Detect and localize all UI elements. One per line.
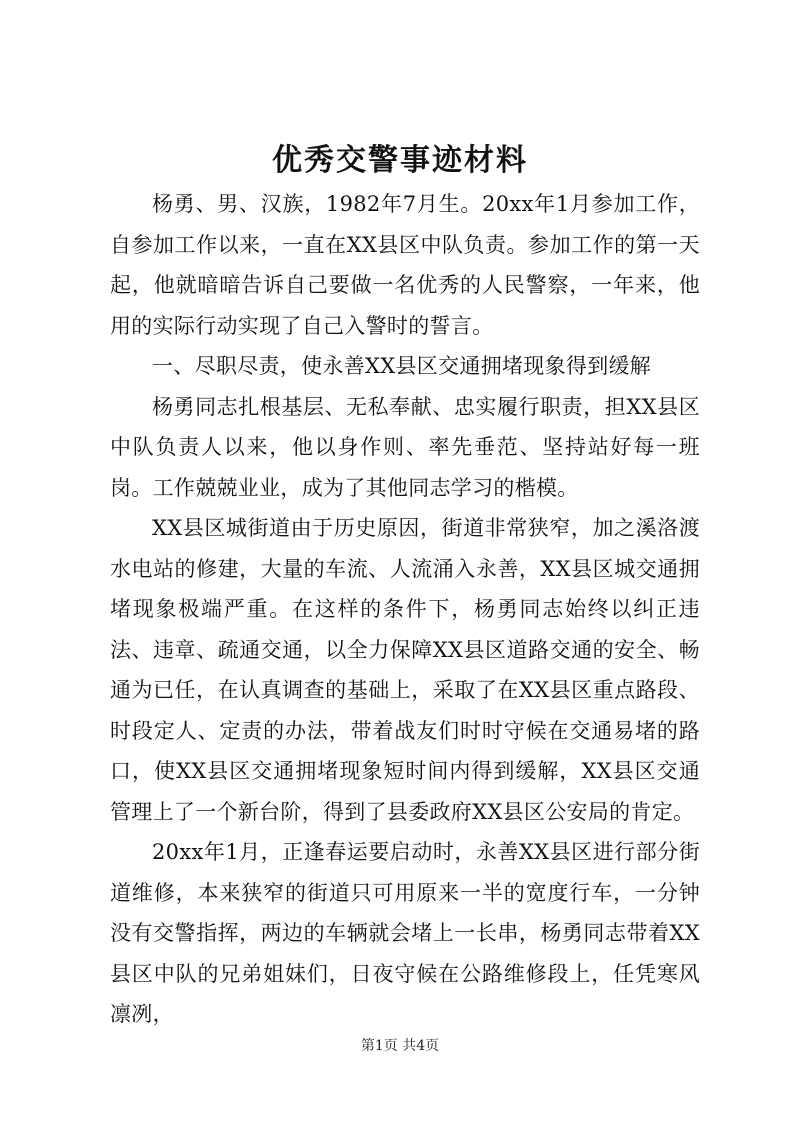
paragraph-traffic: XX县区城街道由于历史原因，街道非常狭窄，加之溪洛渡水电站的修建，大量的车流、人流涌入永善，XX县区城交通拥堵现象极端严重。在这样的条件下，杨勇同志始终以纠正违法、违章、疏通交通，以全力保障XX县区道路交通的安全、畅通为已任，在认真调查的基础上，采取了在XX县区重点路段、时段定人、定责的办法，带着战友们时时守候在交通易堵的路口，使XX县区交通拥堵现象短时间内得到缓解，XX县区交通管理上了一个新台阶，得到了县委政府XX县区公安局的肯定。 [110,516,700,824]
page-footer: 第1页 共4页 [360,1038,440,1054]
section-heading-1: 一、尽职尽责，使永善XX县区交通拥堵现象得到缓解 [152,354,652,378]
paragraph-spring-festival: 20xx年1月，正逢春运要启动时，永善XX县区进行部分街道维修，本来狭窄的街道只可用原来一半的宽度行车，一分钟没有交警指挥，两边的车辆就会堵上一长串，杨勇同志带着XX县区中队的兄弟姐妹们，日夜守候在公路维修段上，任凭寒风凛冽， [110,840,700,1026]
paragraph-duty: 杨勇同志扎根基层、无私奉献、忠实履行职责，担XX县区中队负责人以来，他以身作则、率先垂范、坚持站好每一班岗。工作兢兢业业，成为了其他同志学习的楷模。 [110,394,700,500]
paragraph-intro: 杨勇、男、汉族，1982年7月生。20xx年1月参加工作，自参加工作以来，一直在XX县区中队负责。参加工作的第一天起，他就暗暗告诉自己要做一名优秀的人民警察，一年来，他用的实际行动实现了自己入警时的誓言。 [110,192,700,338]
document-body [110,184,700,1035]
document-title: 优秀交警事迹材料 [272,143,528,178]
